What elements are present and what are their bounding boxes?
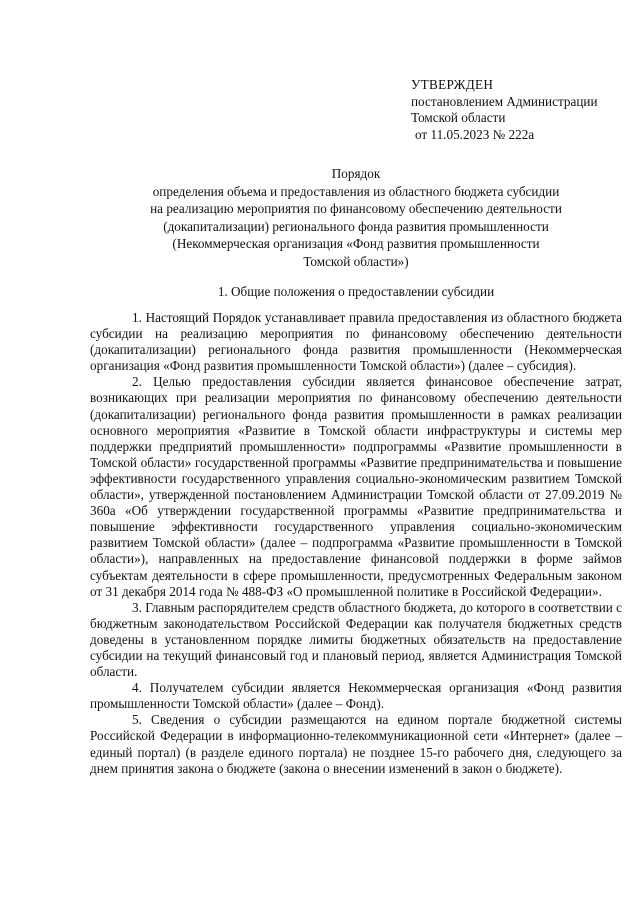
section-heading: 1. Общие положения о предоставлении субсидии (217, 284, 495, 299)
title-line-2: определения объема и предоставления из областного бюджета субсидии (152, 183, 560, 199)
paragraph-5: 5. Сведения о субсидии размещаются на едином портале бюджетной системы Российской Федерации в информационно-телекоммуникационной сети «Интернет» (далее – единый портал) (в разделе единого портала) не позднее 15-го рабочего дня, следующего за днем принятия закона о бюджете (закона о внесении изменений в закон о бюджете). (90, 712, 622, 776)
document-body (90, 310, 622, 777)
title-line-4: (докапитализации) регионального фонда развития промышленности (163, 218, 549, 234)
paragraph-2: 2. Целью предоставления субсидии является финансовое обеспечение затрат, возникающих при реализации мероприятия по финансовому обеспечению деятельности (докапитализации) регионального фонда развития промышленности в рамках реализации основного мероприятия «Развитие в Томской области инфраструктуры и системы мер поддержки предприятий промышленности» подпрограммы «Развитие промышленности в Томской области» государственной программы «Развитие предпринимательства и повышение эффективности государственного управления социально-экономическим развитием Томской области», утвержденной постановлением Администрации Томской области от 27.09.2019 № 360а «Об утверждении государственной программы «Развитие предпринимательства и повышение эффективности государственного управления социально-экономическим развитием Томской области» (далее – подпрограмма «Развитие промышленности в Томской области»), направленных на предоставление финансовой поддержки в форме займов субъектам деятельности в сфере промышленности, предусмотренных Федеральным законом от 31 декабря 2014 года № 488-ФЗ «О промышленной политике в Российской Федерации». (90, 374, 622, 599)
approved-label: УТВЕРЖДЕН (411, 77, 494, 92)
approval-stamp (411, 77, 626, 143)
paragraph-4: 4. Получателем субсидии является Некоммерческая организация «Фонд развития промышленности Томской области» (далее – Фонд). (90, 680, 622, 712)
paragraph-3: 3. Главным распорядителем средств областного бюджета, до которого в соответствии с бюджетным законодательством Российской Федерации как получателя бюджетных средств доведены в установленном порядке лимиты бюджетных обязательств на предоставление субсидии на текущий финансовый год и плановый период, является Администрация Томской области. (90, 599, 622, 680)
title-line-1: Порядок (331, 166, 381, 181)
document-title (88, 165, 624, 271)
approved-region: Томской области (411, 110, 506, 126)
paragraph-1: 1. Настоящий Порядок устанавливает правила предоставления из областного бюджета субсидии на реализацию мероприятия по финансовому обеспечению деятельности (докапитализации) регионального фонда развития промышленности (Некоммерческая организация «Фонд развития промышленности Томской области») (далее – субсидия). (90, 310, 622, 374)
title-line-3: на реализацию мероприятия по финансовому обеспечению деятельности (150, 201, 562, 217)
title-line-5: (Некоммерческая организация «Фонд развития промышленности (172, 236, 540, 252)
approval-date-number: от 11.05.2023 № 222а (415, 126, 535, 142)
approved-by: постановлением Администрации (411, 93, 598, 109)
title-line-6: Томской области») (303, 253, 409, 269)
